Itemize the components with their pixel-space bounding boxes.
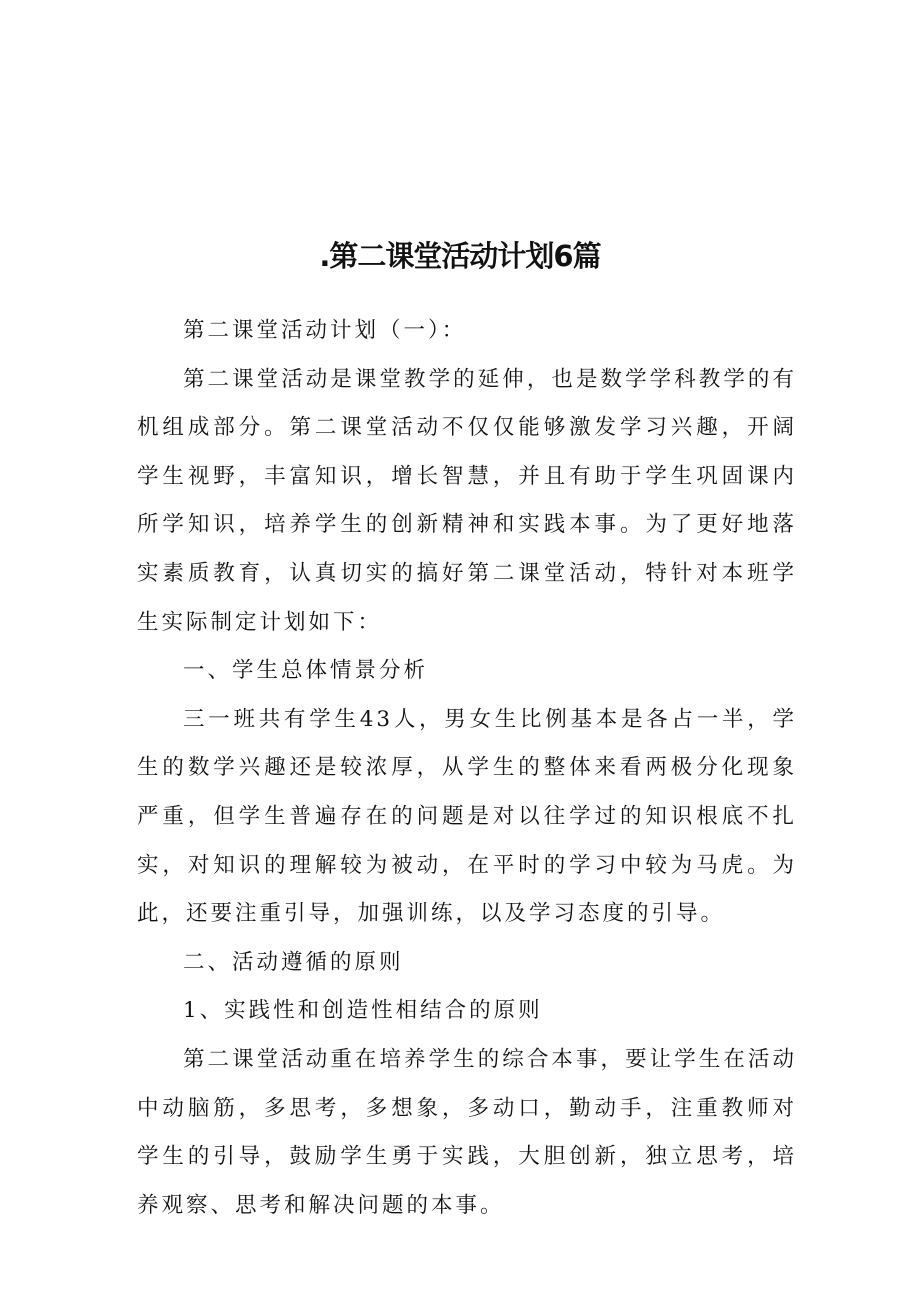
section-heading-plan-one: 第二课堂活动计划（一）：: [183, 318, 467, 343]
intro-paragraph: 第二课堂活动是课堂教学的延伸，也是数学学科教学的有机组成部分。第二课堂活动不仅仅能够激发学习兴趣，开阔学生视野，丰富知识，增长智慧，并且有助于学生巩固课内所学知识，培养学生的创新精神和实践本事。为了更好地落实素质教育，认真切实的搞好第二课堂活动，特针对本班学生实际制定计划如下：: [137, 366, 797, 635]
document-body: [137, 307, 797, 1230]
principle-heading-1: 1、实践性和创造性相结合的原则: [183, 998, 543, 1024]
section-heading-student-analysis: 一、学生总体情景分析: [183, 658, 429, 684]
document-title: .第二课堂活动计划6篇: [319, 239, 601, 273]
student-analysis-paragraph: 三一班共有学生43人，男女生比例基本是各占一半，学生的数学兴趣还是较浓厚，从学生的整体来看两极分化现象严重，但学生普遍存在的问题是对以往学过的知识根底不扎实，对知识的理解较为被动，在平时的学习中较为马虎。为此，还要注重引导，加强训练，以及学习态度的引导。: [137, 706, 797, 927]
section-heading-principles: 二、活动遵循的原则: [183, 949, 404, 975]
principle-paragraph-1: 第二课堂活动重在培养学生的综合本事，要让学生在活动中动脑筋，多思考，多想象，多动口，勤动手，注重教师对学生的引导，鼓励学生勇于实践，大胆创新，独立思考，培养观察、思考和解决问题的本事。: [137, 1046, 797, 1218]
